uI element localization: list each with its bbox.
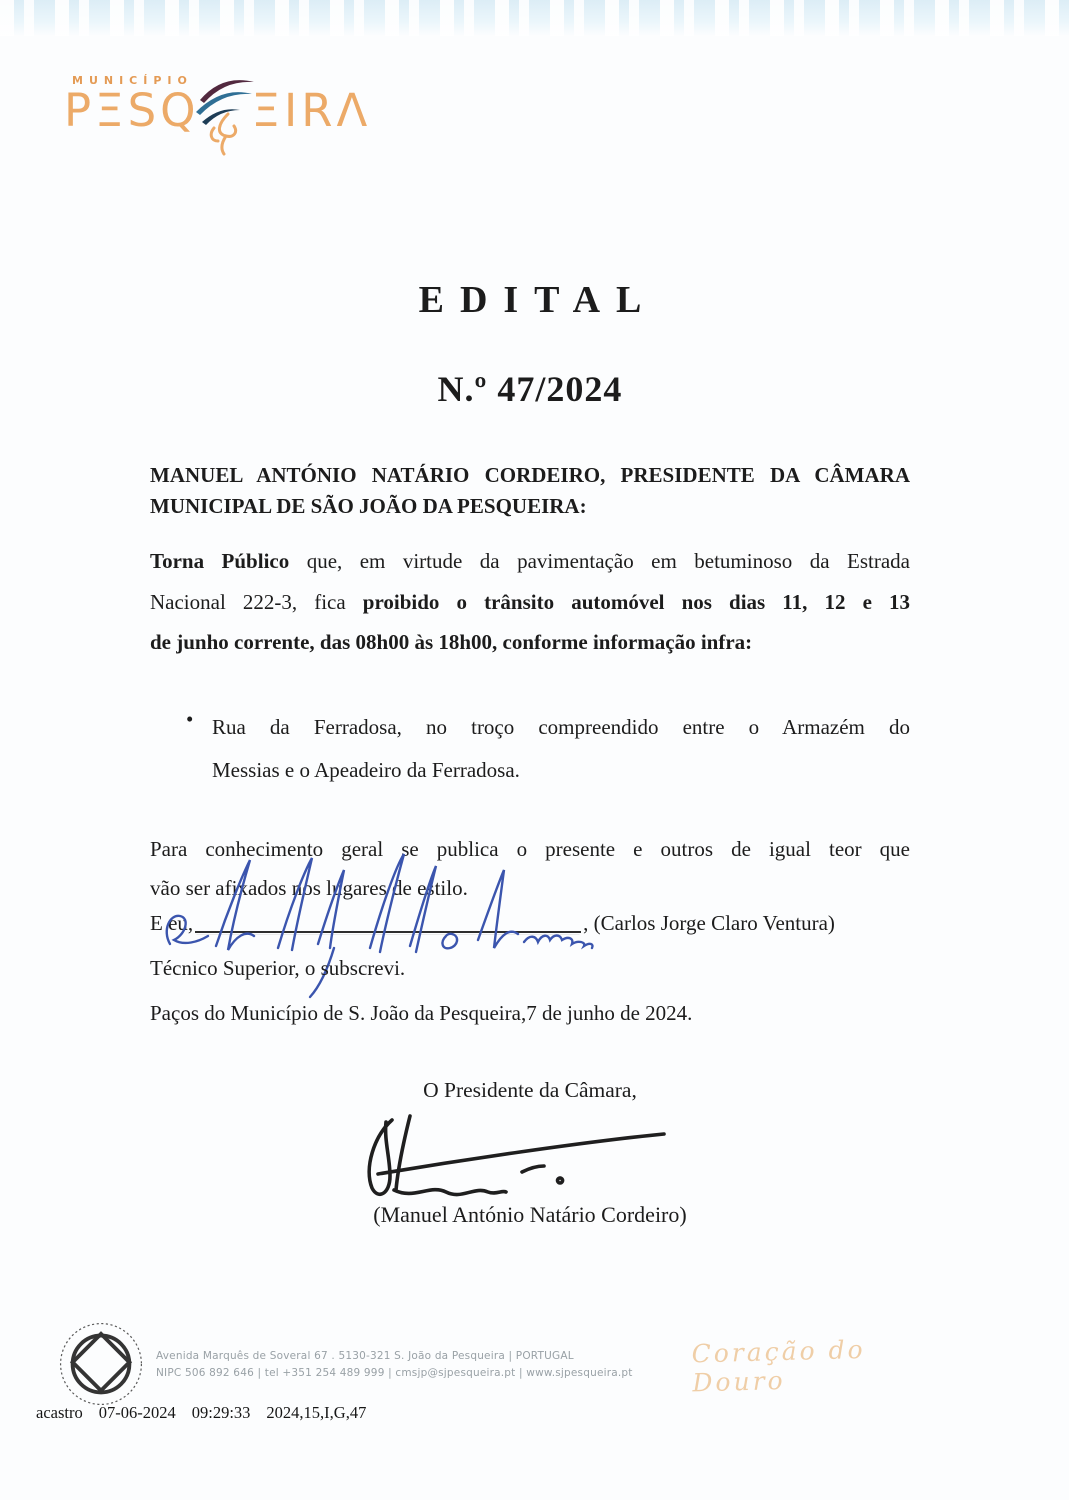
body-paragraph [150,541,910,663]
logo-swoosh-icon [194,70,260,158]
douro-slogan-handwriting: Coração do Douro [691,1334,866,1398]
intro-line-1: MANUEL ANTÓNIO NATÁRIO CORDEIRO, PRESIDENTE DA CÂMARA [150,463,910,487]
bullet-text [212,706,910,792]
intro-line-2: MUNICIPAL DE SÃO JOÃO DA PESQUEIRA: [150,494,587,518]
stamp-user: acastro [36,1403,83,1422]
body-line-1 [150,541,910,582]
logo-wordmark-right: ΞIRΛ [251,84,372,137]
body-line-3 [150,622,910,663]
president-role-line: O Presidente da Câmara, [423,1078,637,1102]
clerk-name-suffix: , (Carlos Jorge Claro Ventura) [583,911,835,935]
body-line-3-bold: de junho corrente, das 08h00 às 18h00, conforme informação infra: [150,630,753,654]
body-line-2 [150,582,910,623]
body-line-2-bold: proibido o trânsito automóvel nos dias 11, 12 e 13 [362,589,910,614]
body-bold-lead: Torna Público [150,549,290,573]
intro-paragraph [150,460,910,522]
stamp-line [36,1403,382,1423]
president-name-line: (Manuel António Natário Cordeiro) [373,1202,687,1227]
municipality-logo [64,70,394,180]
body-line-2-normal: Nacional 222-3, fica [150,589,363,614]
bullet-marker: • [186,707,194,731]
logo-wordmark-left: PΞSQ [64,84,200,137]
footer-contacts: NIPC 506 892 646 | tel +351 254 489 999 | cmsjp@sjpesqueira.pt | www.sjpesqueira.pt [156,1367,633,1379]
footer-contact-block [156,1348,633,1382]
body-line-1-rest: que, em virtude da pavimentação em betuminoso da Estrada [289,549,910,573]
subscriber-line: Técnico Superior, o subscrevi. [150,956,406,980]
bullet-item [150,706,910,792]
stamp-ref: 2024,15,I,G,47 [266,1403,367,1422]
scan-artifact-band [0,0,1069,36]
bullet-line-1: Rua da Ferradosa, no troço compreendido entre o Armazém do [212,715,910,739]
footer-address: Avenida Marquês de Soveral 67 . 5130-321 S. João da Pesqueira | PORTUGAL [156,1350,574,1362]
publication-line-1: Para conhecimento geral se publica o presente e outros de igual teor que [150,837,910,861]
edital-number: N.º 47/2024 [437,369,623,409]
logo-municipio-text: MUNICÍPIO [72,74,193,87]
stamp-time: 09:29:33 [191,1403,251,1422]
president-signature-handwriting [352,1110,682,1210]
e-eu-prefix: E eu, [150,911,194,935]
logo-wordmark [64,86,371,158]
unesco-world-heritage-logo [58,1320,144,1408]
place-date-line: Paços do Município de S. João da Pesqueira,7 de junho de 2024. [150,1001,693,1025]
document-title: EDITAL [418,279,658,321]
stamp-date: 07-06-2024 [98,1403,176,1422]
publication-line-2: vão ser afixados nos lugares de estilo. [150,876,468,900]
bullet-line-2: Messias e o Apeadeiro da Ferradosa. [212,758,520,782]
